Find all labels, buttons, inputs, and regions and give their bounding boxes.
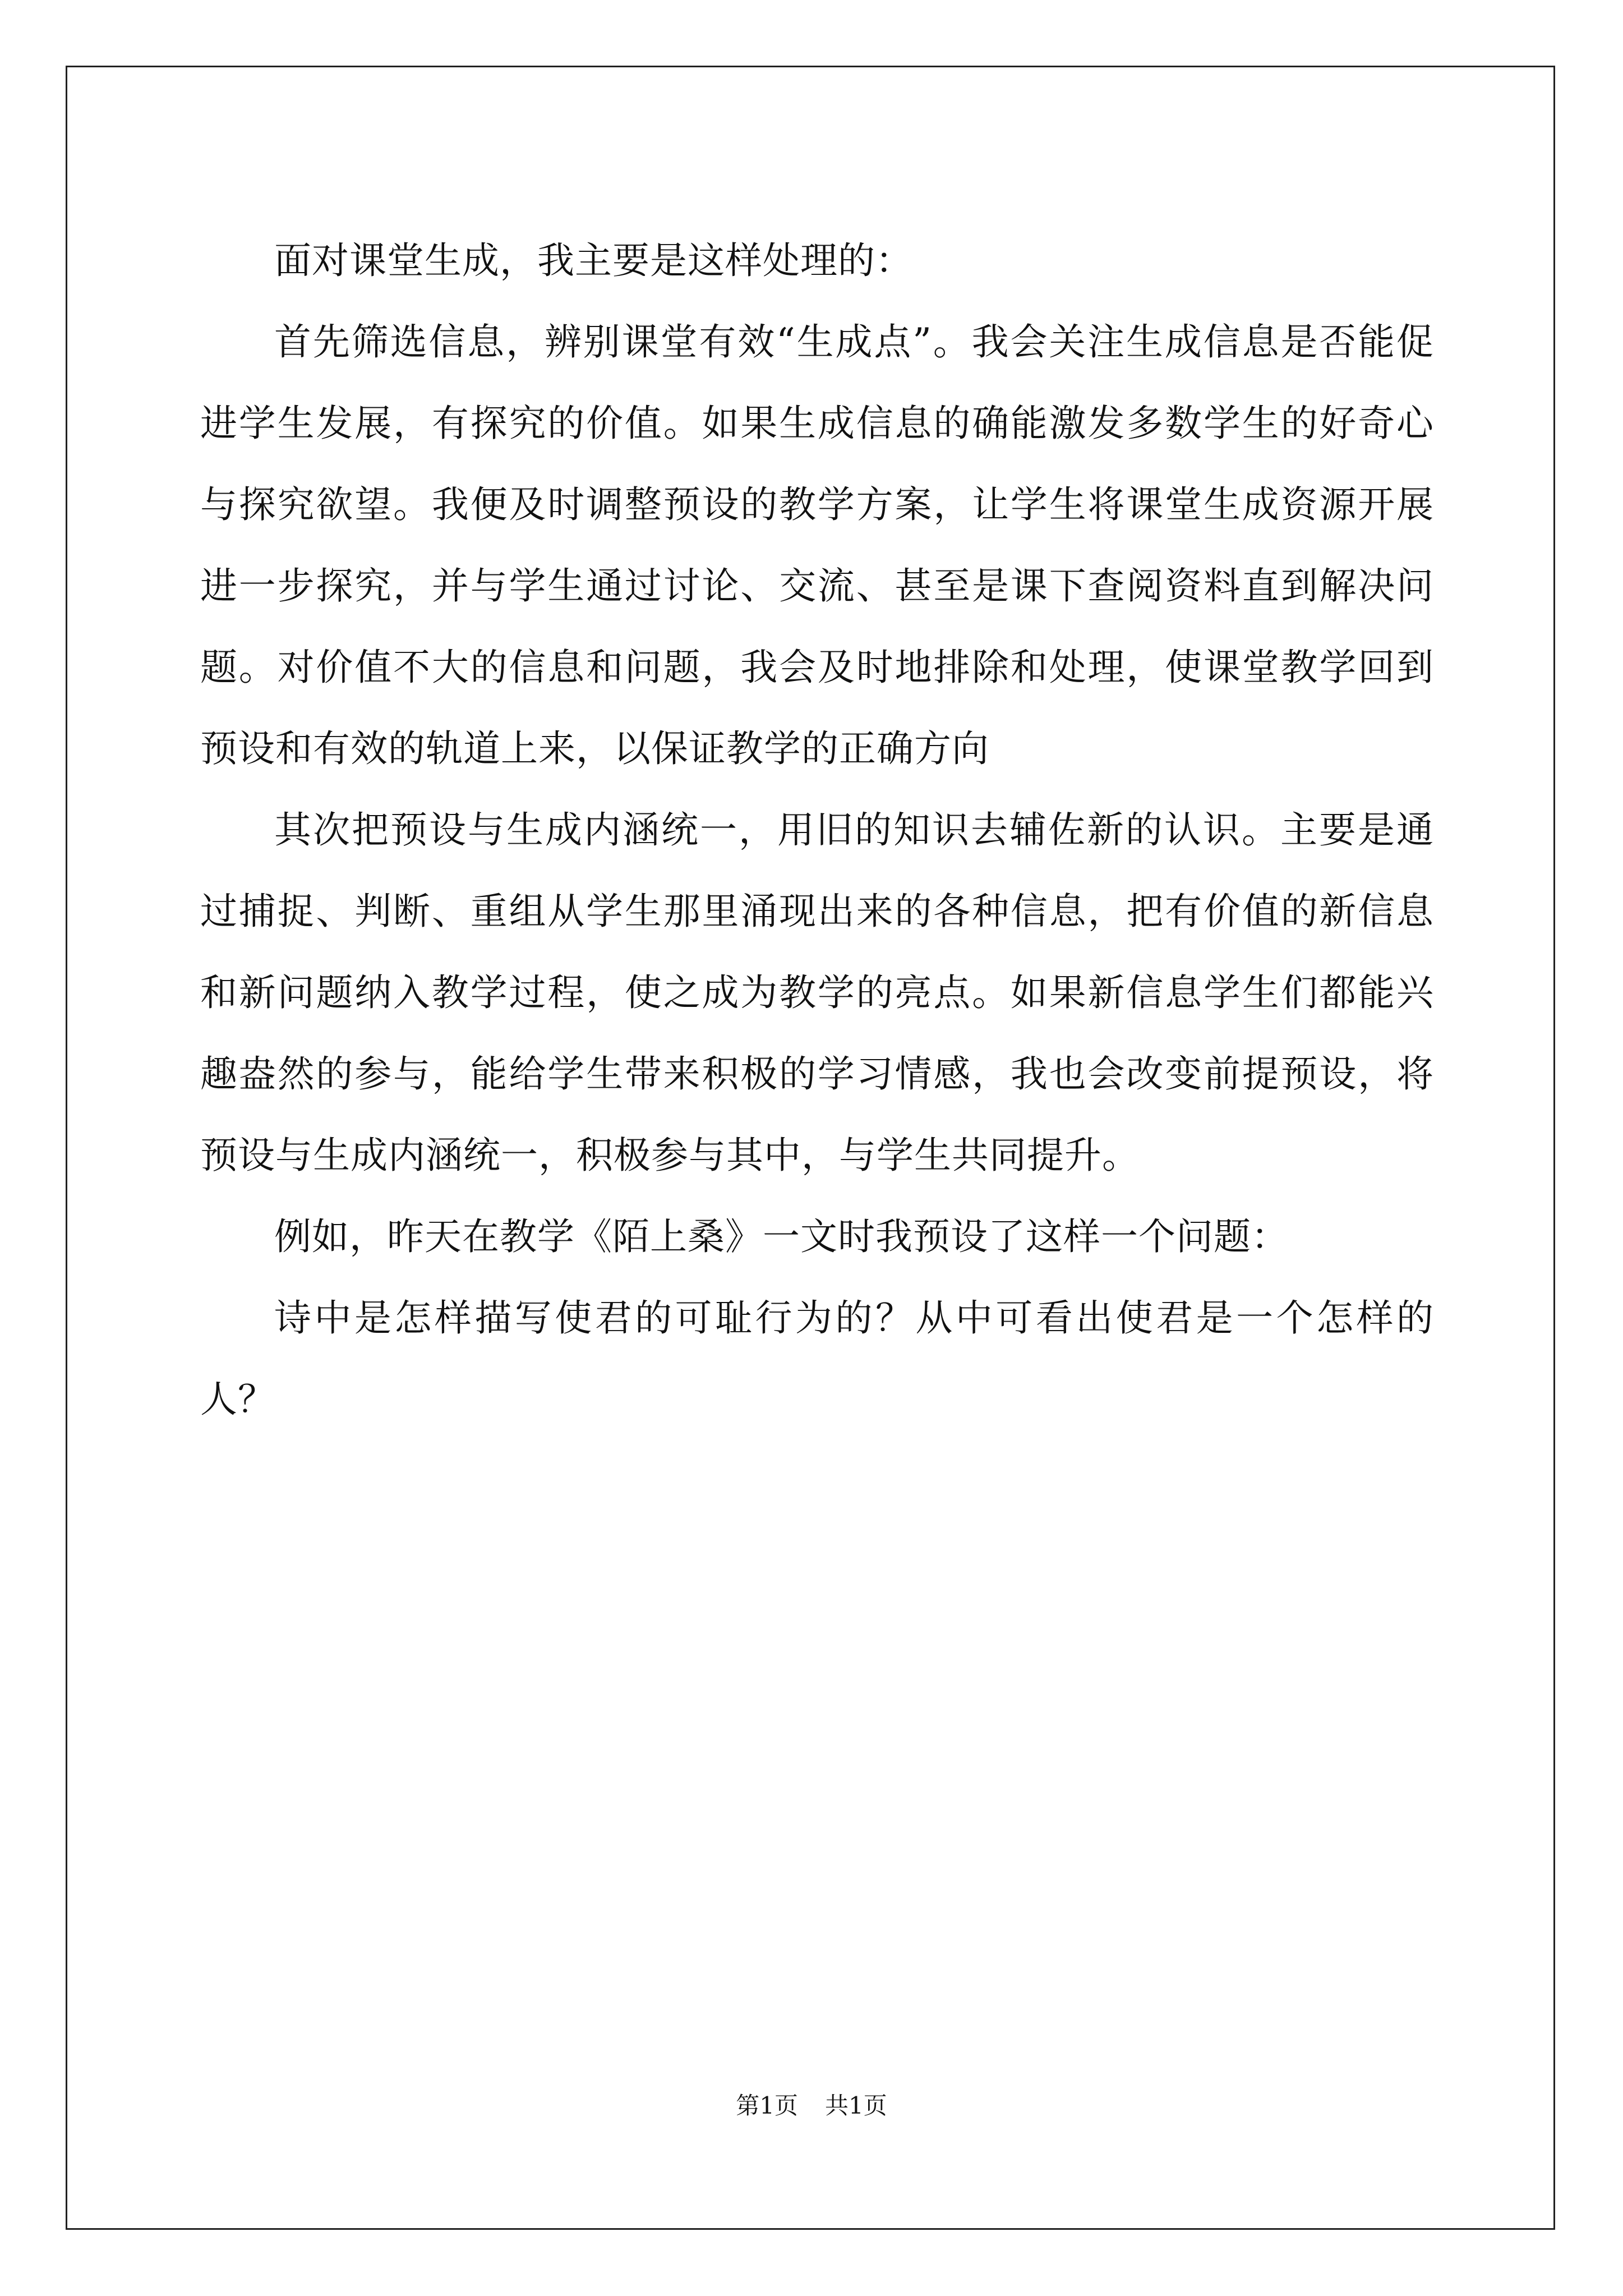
- page-number: 第1页: [736, 2092, 798, 2119]
- paragraph-1: 面对课堂生成，我主要是这样处理的：: [274, 239, 913, 282]
- page-total: 共1页: [825, 2092, 887, 2119]
- paragraph-3: 其次把预设与生成内涵统一，用旧的知识去辅佐新的认识。主要是通过捕捉、判断、重组从学生那里涌现出来的各种信息，把有价值的新信息和新问题纳入教学过程，使之成为教学的亮点。如果新信息学生们都能兴趣盎然的参与，能给学生带来积极的学习情感，我也会改变前提预设，将预设与生成内涵统一，积极参与其中，与学生共同提升。: [200, 808, 1434, 1177]
- page-footer: [0, 2089, 1623, 2123]
- paragraph-4: 例如，昨天在教学《陌上桑》一文时我预设了这样一个问题：: [274, 1215, 1289, 1258]
- paragraph-5: 诗中是怎样描写使君的可耻行为的？从中可看出使君是一个怎样的人？: [200, 1296, 1434, 1421]
- paragraph-2: 首先筛选信息，辨别课堂有效“生成点”。我会关注生成信息是否能促进学生发展，有探究的价值。如果生成信息的确能激发多数学生的好奇心与探究欲望。我便及时调整预设的教学方案，让学生将课堂生成资源开展进一步探究，并与学生通过讨论、交流、甚至是课下查阅资料直到解决问题。对价值不大的信息和问题，我会及时地排除和处理，使课堂教学回到预设和有效的轨道上来，以保证教学的正确方向: [200, 320, 1434, 770]
- document-body: [200, 220, 1434, 1440]
